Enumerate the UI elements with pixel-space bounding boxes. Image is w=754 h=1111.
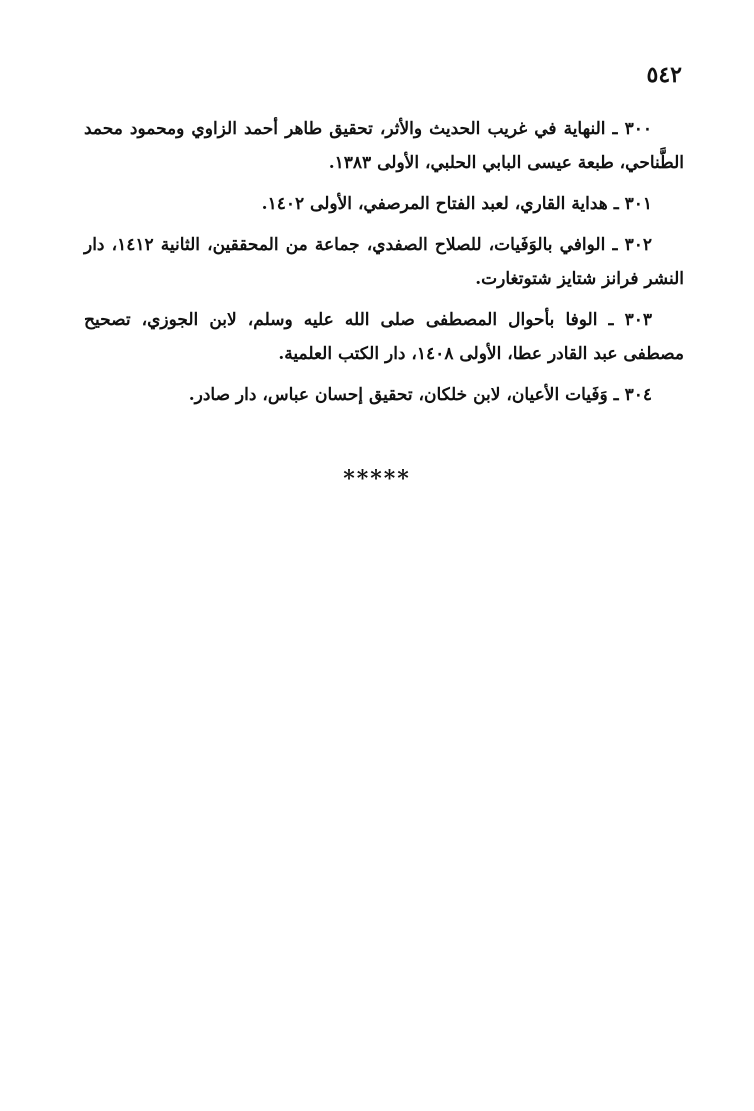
bibliography-entry-303: ٣٠٣ ـ الوفا بأحوال المصطفى صلى الله عليه وسلم، لابن الجوزي، تصحيح مصطفى عبد القادر عطا، الأولى ١٤٠٨، دار الكتب العلمية. xyxy=(84,310,684,364)
section-separator: ***** xyxy=(343,466,411,492)
bibliography-entry-302: ٣٠٢ ـ الوافي بالوَفَيات، للصلاح الصفدي، جماعة من المحققين، الثانية ١٤١٢، دار النشر فرانز شتايز شتوتغارت. xyxy=(84,235,684,289)
bibliography-list xyxy=(84,112,684,419)
bibliography-entry-300: ٣٠٠ ـ النهاية في غريب الحديث والأثر، تحقيق طاهر أحمد الزاوي ومحمود محمد الطَّناحي، طبعة عيسى البابي الحلبي، الأولى ١٣٨٣. xyxy=(84,119,684,173)
bibliography-entry-304: ٣٠٤ ـ وَفَيات الأعيان، لابن خلكان، تحقيق إحسان عباس، دار صادر. xyxy=(188,385,652,405)
bibliography-entry-301: ٣٠١ ـ هداية القاري، لعبد الفتاح المرصفي، الأولى ١٤٠٢. xyxy=(261,194,652,214)
page-number: ٥٤٢ xyxy=(646,62,682,88)
